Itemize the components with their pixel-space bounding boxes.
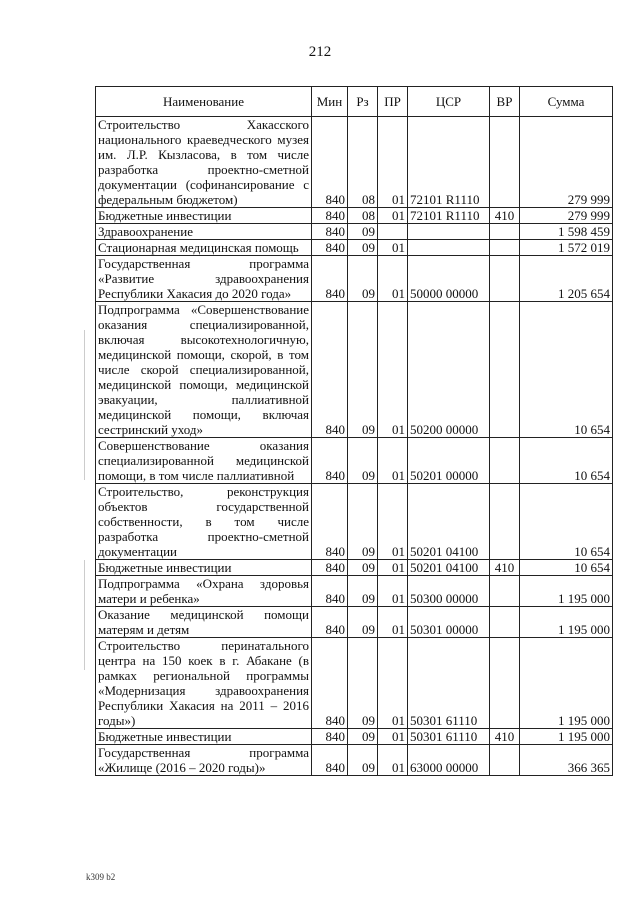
row-csr xyxy=(408,240,490,256)
row-name: Стационарная медицинская помощь xyxy=(96,240,312,256)
row-pr: 01 xyxy=(378,745,408,776)
row-name: Государственная программа «Жилище (2016 – 2020 годы)» xyxy=(96,745,312,776)
row-pr: 01 xyxy=(378,117,408,208)
col-header-name: Наименование xyxy=(96,87,312,117)
row-rz: 09 xyxy=(348,638,378,729)
row-csr: 50000 00000 xyxy=(408,256,490,302)
row-sum: 366 365 xyxy=(520,745,613,776)
table-row xyxy=(96,224,613,240)
row-pr: 01 xyxy=(378,484,408,560)
row-vr xyxy=(490,745,520,776)
row-min: 840 xyxy=(312,638,348,729)
row-name: Оказание медицинской помощи матерям и детям xyxy=(96,607,312,638)
row-csr: 63000 00000 xyxy=(408,745,490,776)
row-min: 840 xyxy=(312,745,348,776)
row-sum: 1 195 000 xyxy=(520,607,613,638)
row-pr: 01 xyxy=(378,638,408,729)
row-csr xyxy=(408,224,490,240)
table-row xyxy=(96,607,613,638)
row-csr: 50201 04100 xyxy=(408,560,490,576)
row-sum: 10 654 xyxy=(520,484,613,560)
row-vr xyxy=(490,256,520,302)
row-pr: 01 xyxy=(378,240,408,256)
row-name: Строительство перинатального центра на 150 коек в г. Абакане (в рамках региональной программы «Модернизация здравоохранения Республики Хакасия на 2011 – 2016 годы») xyxy=(96,638,312,729)
row-csr: 50301 61110 xyxy=(408,729,490,745)
row-sum: 279 999 xyxy=(520,117,613,208)
row-rz: 09 xyxy=(348,484,378,560)
row-pr: 01 xyxy=(378,208,408,224)
row-pr: 01 xyxy=(378,729,408,745)
row-vr xyxy=(490,240,520,256)
table-row xyxy=(96,729,613,745)
row-csr: 72101 R1110 xyxy=(408,117,490,208)
row-vr xyxy=(490,638,520,729)
row-csr: 50201 04100 xyxy=(408,484,490,560)
row-rz: 09 xyxy=(348,240,378,256)
table-row xyxy=(96,302,613,438)
row-vr: 410 xyxy=(490,560,520,576)
col-header-min: Мин xyxy=(312,87,348,117)
row-vr xyxy=(490,302,520,438)
row-min: 840 xyxy=(312,117,348,208)
row-pr: 01 xyxy=(378,256,408,302)
table-row xyxy=(96,256,613,302)
row-pr xyxy=(378,224,408,240)
row-rz: 09 xyxy=(348,438,378,484)
row-vr xyxy=(490,224,520,240)
col-header-rz: Рз xyxy=(348,87,378,117)
row-vr xyxy=(490,117,520,208)
row-name: Строительство, реконструкция объектов государственной собственности, в том числе разработка проектно-сметной документации xyxy=(96,484,312,560)
table-row xyxy=(96,117,613,208)
row-vr xyxy=(490,438,520,484)
row-name: Здравоохранение xyxy=(96,224,312,240)
table-row xyxy=(96,638,613,729)
row-vr xyxy=(490,607,520,638)
table-row xyxy=(96,745,613,776)
row-csr: 72101 R1110 xyxy=(408,208,490,224)
row-name: Бюджетные инвестиции xyxy=(96,208,312,224)
row-csr: 50201 00000 xyxy=(408,438,490,484)
row-name: Государственная программа «Развитие здравоохранения Республики Хакасия до 2020 года» xyxy=(96,256,312,302)
row-sum: 10 654 xyxy=(520,438,613,484)
row-name: Бюджетные инвестиции xyxy=(96,560,312,576)
row-rz: 08 xyxy=(348,117,378,208)
row-rz: 09 xyxy=(348,560,378,576)
row-rz: 09 xyxy=(348,256,378,302)
row-vr: 410 xyxy=(490,208,520,224)
row-min: 840 xyxy=(312,438,348,484)
footer-code: k309 b2 xyxy=(86,872,116,882)
row-min: 840 xyxy=(312,224,348,240)
row-pr: 01 xyxy=(378,560,408,576)
row-rz: 08 xyxy=(348,208,378,224)
table-header-row xyxy=(96,87,613,117)
col-header-pr: ПР xyxy=(378,87,408,117)
row-min: 840 xyxy=(312,729,348,745)
margin-scan-line xyxy=(84,330,85,480)
table-row xyxy=(96,576,613,607)
row-sum: 1 195 000 xyxy=(520,576,613,607)
row-rz: 09 xyxy=(348,576,378,607)
row-min: 840 xyxy=(312,256,348,302)
page-number: 212 xyxy=(308,44,332,60)
row-csr: 50300 00000 xyxy=(408,576,490,607)
row-min: 840 xyxy=(312,560,348,576)
row-csr: 50301 61110 xyxy=(408,638,490,729)
row-csr: 50301 00000 xyxy=(408,607,490,638)
row-rz: 09 xyxy=(348,607,378,638)
row-name: Совершенствование оказания специализированной медицинской помощи, в том числе паллиативной xyxy=(96,438,312,484)
row-pr: 01 xyxy=(378,302,408,438)
row-rz: 09 xyxy=(348,224,378,240)
row-min: 840 xyxy=(312,576,348,607)
row-name: Бюджетные инвестиции xyxy=(96,729,312,745)
col-header-vr: ВР xyxy=(490,87,520,117)
row-rz: 09 xyxy=(348,745,378,776)
row-rz: 09 xyxy=(348,302,378,438)
row-sum: 1 598 459 xyxy=(520,224,613,240)
row-pr: 01 xyxy=(378,438,408,484)
row-sum: 1 195 000 xyxy=(520,638,613,729)
row-pr: 01 xyxy=(378,576,408,607)
row-name: Подпрограмма «Совершенствование оказания специализированной, включая высокотехнологичную, медицинской помощи, скорой, в том числе скорой специализированной, медицинской помощи, медицинской эвакуации, паллиативной медицинской помощи, включая сестринский уход» xyxy=(96,302,312,438)
row-vr xyxy=(490,576,520,607)
table-row xyxy=(96,208,613,224)
row-vr xyxy=(490,484,520,560)
col-header-csr: ЦСР xyxy=(408,87,490,117)
row-min: 840 xyxy=(312,240,348,256)
row-min: 840 xyxy=(312,607,348,638)
row-rz: 09 xyxy=(348,729,378,745)
col-header-sum: Сумма xyxy=(520,87,613,117)
row-min: 840 xyxy=(312,484,348,560)
table-row xyxy=(96,438,613,484)
row-sum: 1 195 000 xyxy=(520,729,613,745)
margin-scan-line xyxy=(84,560,85,670)
row-min: 840 xyxy=(312,208,348,224)
row-sum: 10 654 xyxy=(520,560,613,576)
table-body xyxy=(96,117,613,776)
row-csr: 50200 00000 xyxy=(408,302,490,438)
row-sum: 1 572 019 xyxy=(520,240,613,256)
row-vr: 410 xyxy=(490,729,520,745)
row-name: Подпрограмма «Охрана здоровья матери и ребенка» xyxy=(96,576,312,607)
table-row xyxy=(96,240,613,256)
row-sum: 10 654 xyxy=(520,302,613,438)
row-sum: 1 205 654 xyxy=(520,256,613,302)
row-name: Строительство Хакасского национального краеведческого музея им. Л.Р. Кызласова, в том числе разработка проектно-сметной документации (софинансирование с федеральным бюджетом) xyxy=(96,117,312,208)
row-sum: 279 999 xyxy=(520,208,613,224)
table-row xyxy=(96,484,613,560)
row-min: 840 xyxy=(312,302,348,438)
table-row xyxy=(96,560,613,576)
budget-table xyxy=(95,86,613,776)
row-pr: 01 xyxy=(378,607,408,638)
